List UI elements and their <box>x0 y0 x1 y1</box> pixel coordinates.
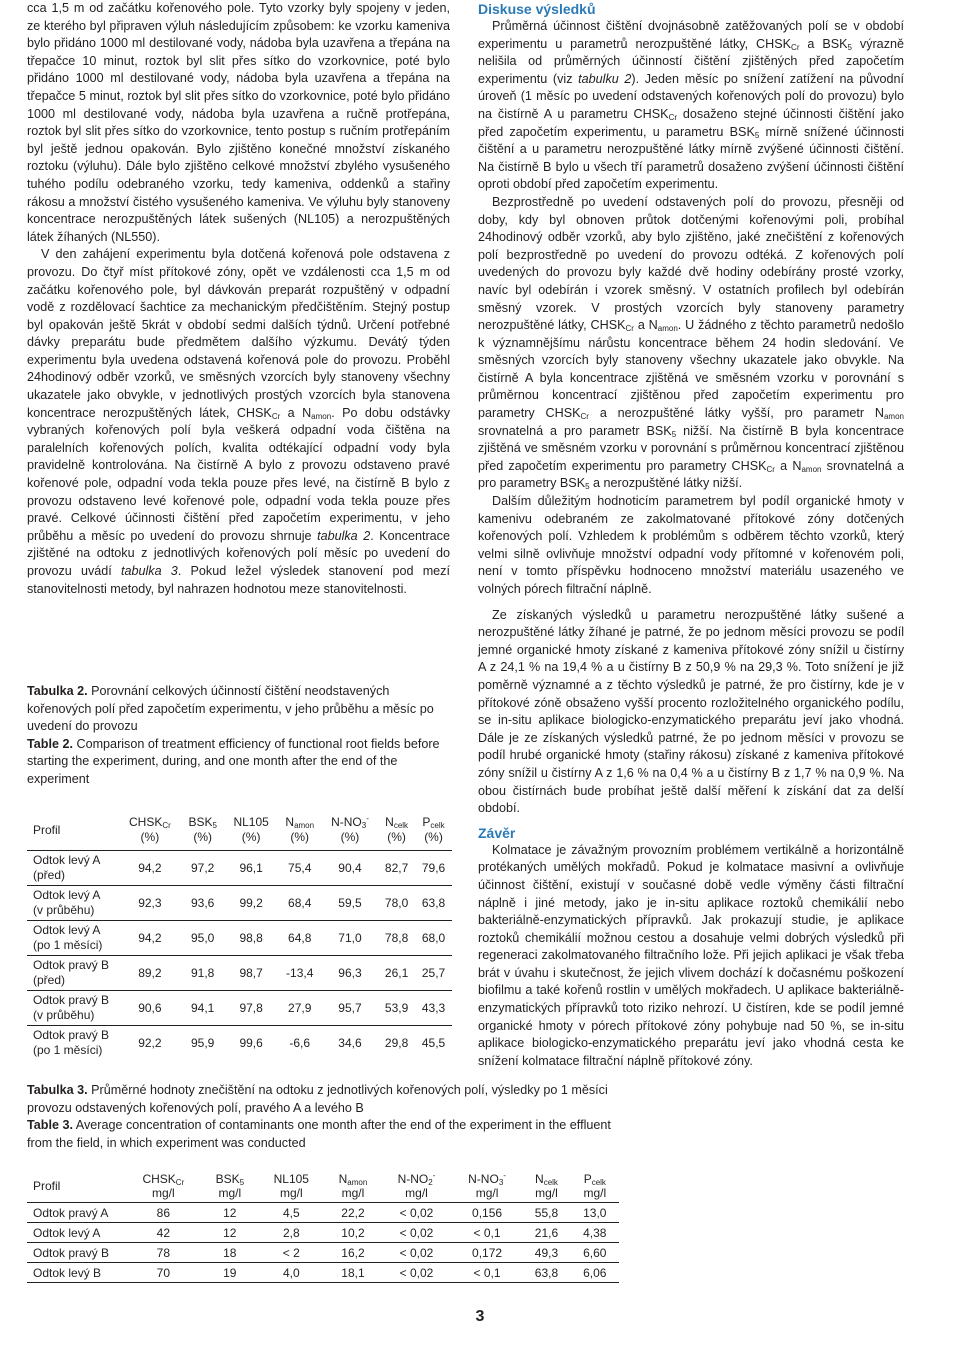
table2-caption-en <box>27 736 452 789</box>
table3-header-row <box>27 1170 619 1203</box>
table3-header-cell <box>125 1170 202 1203</box>
table-cell: 75,4 <box>278 851 322 886</box>
table2 <box>27 810 452 1060</box>
header-unit: mg/l <box>405 1186 428 1200</box>
caption-text: Average concentration of contaminants one month after the end of the experiment in the effluent from the field, in which experiment was conducted <box>27 1118 611 1150</box>
row-profile: Odtok pravý B <box>27 1243 125 1263</box>
header-unit: mg/l <box>279 1186 303 1200</box>
table-ref: tabulku 2 <box>578 71 632 86</box>
header-unit: (%) <box>241 830 261 844</box>
left-column <box>27 0 450 598</box>
table-cell: 90,6 <box>119 991 181 1026</box>
text-run: . U žádného z těchto parametrů nedošlo k významnějšímu nárůstu koncentrace během 24 hodin sledování. Ve směsných vzorcích byly stanoveny všechny ukazatele jako obvykle. Na čistírně A byla koncentrace zjištěná ve směsném vzorku v porovnání s průměrnou koncentrací zjištěnou před započetím experimentu pro parametry CHSK <box>478 318 904 421</box>
subscript: celk <box>430 821 445 830</box>
table2-header-cell <box>181 810 225 851</box>
subscript: celk <box>543 1178 558 1187</box>
row-profile <box>27 921 119 956</box>
subscript: Cr <box>668 112 678 122</box>
heading-discussion: Diskuse výsledků <box>478 1 596 17</box>
header-label: Profil <box>33 822 61 837</box>
table-cell: 78,0 <box>378 886 415 921</box>
row-profile <box>27 956 119 991</box>
text-run: a nerozpuštěné látky vyšší, pro parametr N <box>588 406 884 421</box>
subscript: Cr <box>625 324 634 334</box>
header-unit: mg/l <box>218 1186 242 1200</box>
table-cell: 6,60 <box>571 1243 619 1263</box>
table-cell: 64,8 <box>278 921 322 956</box>
caption-label: Tabulka 3. <box>27 1083 88 1097</box>
caption-text: Comparison of treatment efficiency of functional root fields before starting the experiment, during, and one month after the end of the experiment <box>27 736 440 786</box>
row-profile <box>27 886 119 921</box>
text-run: Průměrná účinnost čištění dvojnásobně zatěžovaných polí se v období experimentu u parametrů nerozpuštěné látky, CHSK <box>478 19 904 51</box>
table3-caption <box>27 1082 617 1152</box>
table-cell: 68,4 <box>278 886 322 921</box>
subscript: 5 <box>239 1178 245 1187</box>
profile-name: Odtok pravý B <box>33 993 110 1007</box>
table-cell: 82,7 <box>378 851 415 886</box>
table-cell: 0,172 <box>452 1243 523 1263</box>
header-unit: mg/l <box>475 1186 499 1200</box>
table-cell: 71,0 <box>322 921 378 956</box>
table3-header-cell <box>381 1170 452 1203</box>
subscript: 5 <box>847 42 852 52</box>
table-cell: 21,6 <box>522 1223 570 1243</box>
paragraph-sampling: cca 1,5 m od začátku kořenového pole. Tyto vzorky byly spojeny v jeden, ze kterého byl připraven výluh následujícím způsobem: ke vzorku kameniva bylo přidáno 1000 ml destilované vody, nádoba byla uzavřena a třepána na třepačce 10 minut, roztok byl slit přes sítko do vzorkovnice, poté bylo přidáno 1000 ml destilované vody, nádoba byla uzavřena a třepána na třepačce 5 minut, roztok byl slit přes sítko do vzorkovnice, poté bylo přidáno 1000 ml destilované vody, nádoba byla uzavřena a ručně protřepána, roztok byl slit přes sítko do vzorkovnice, tento postup s ručním protřepáním byl ještě jednou opakován. Bylo zjištěno konečné množství získaného roztoku (výluhu). Dále bylo zjištěno celkové množství zbylého vysušeného tuhého podílu odebraného vzorku, tedy kameniva, oddenků a stařiny rákosu a množství čistého vysušeného kameniva. Ve výluhu byly stanoveny koncentrace nerozpuštěných látek sušených (NL105) a nerozpuštěných látek žíhaných (NL550). <box>27 1 450 244</box>
paragraph-results: Ze získaných výsledků u parametru nerozpuštěné látky sušené a nerozpuštěné látky žíhané je patrné, že po jednom měsíci provozu se podíl jemné organické hmoty získané z kameniva přítokové zóny snížil u čistírny A z 24,1 % na 19,4 % a u čistírny B z 50,9 % na 29,3 %. Toto snížení je již poměrně významné a z těchto výsledků je patrné, že pro čistírny, kde je v přítokové zóně obsaženo vyšší procento rozložitelného organického podílu, se in-situ aplikace biologicko-enzymatického preparátu jeví jako vhodná. Dále je ze získaných výsledků patrné, že po jednom měsíci v provozu se podíl hrubé organické hmoty (stařiny rákosu) získané z kameniva přítokové zóny snížil u čistírny A z 1,6 % na 0,4 % a u čistírny B z 1,7 % na 0,9 %. Na obou čistírnách bude probíhat ještě další měření k získání dat za delší období. <box>478 607 904 816</box>
subscript: amon <box>294 821 315 830</box>
text-run: srovnatelná a pro parametr BSK <box>478 423 672 438</box>
header-label: BSK <box>215 1172 240 1186</box>
profile-period: (před) <box>33 868 66 882</box>
text-run: nižší. Na čistírně B byla koncentrace zjištěná ve směsném vzorku v porovnání s průměrnou koncentrací zjištěnou před započetím experimentu pro parametry CHSK <box>478 423 904 473</box>
paragraph-organic-matter: Dalším důležitým hodnoticím parametrem byl podíl organické hmoty v kamenivu odebraném ze zakolmatované přítokové zóny dotčených kořenových polí. Vzhledem k problémům s odběrem těchto vzorků, který velmi silně ovlivňuje množství odpadní vody přítomné v kořenovém poli, není v tomto příspěvku hodnoceno množství materiálu usazeného ve volných pórech filtrační náplně. <box>478 494 904 596</box>
text-run: a BSK <box>799 36 848 51</box>
table-cell: 94,2 <box>119 921 181 956</box>
table-cell: -6,6 <box>289 1035 311 1050</box>
table-cell: < 0,02 <box>381 1243 452 1263</box>
profile-name: Odtok pravý B <box>33 1028 110 1042</box>
profile-period: (po 1 měsíci) <box>33 1043 103 1057</box>
table-cell: 97,8 <box>225 991 278 1026</box>
profile-period: (v průběhu) <box>33 1008 95 1022</box>
paragraph-conclusion: Kolmatace je závažným provozním problémem vertikálně a horizontálně protékaných umělých mokřadů. Pokud je kolmatace masivní a ovlivňuje účinnost čištění, existují v současné době vedle výměny části filtrační náplně i jiné metody, jako je in-situ aplikace roztoků chemikálií nebo bakteriálně-enzymatických přípravků. Jak prokazují studie, je aplikace roztoků chemikálií možnou cestou a dosahuje velmi dobrých výsledků při regeneraci zakolmatovaného filtračního lože. Při jejich aplikaci je však třeba brát v úvahu i skutečnost, že jejich vlivem dochází k dočasnému poškození biofilmu a také kořenů rostlin v umělých mokřadech. U aplikace bakteriálně-enzymatických přípravků toto riziko nehrozí. U čistíren, kde se podíl jemné organické hmoty v pórech přítokové zóny pohybuje nad 50 %, se in-situ aplikace biologicko-enzymatického preparátu jeví jako vhodná cesta ke snížení kolmatace filtrační náplně přítokové zóny. <box>478 842 904 1068</box>
table-cell: 70 <box>125 1263 202 1283</box>
header-unit: (%) <box>193 830 213 844</box>
table-cell: 27,9 <box>278 991 322 1026</box>
table-cell: 90,4 <box>322 851 378 886</box>
table-cell: 99,2 <box>225 886 278 921</box>
header-label: BSK <box>188 815 213 829</box>
table2-header-cell <box>378 810 415 851</box>
page-number: 3 <box>475 1308 485 1325</box>
table-cell: 79,6 <box>415 851 452 886</box>
table-cell: 43,3 <box>415 991 452 1026</box>
row-profile <box>27 991 119 1026</box>
text-run: . Po dobu odstávky vybraných kořenových polí byla veškerá odpadní voda čištěna na paralelních kořenových polích, kvalita odtékající odpadní vody byla pravidelně kontrolována. Na čistírně A bylo z provozu odstaveno pravé kořenové pole, odpadní voda tekla pouze přes levé, na čistírně B bylo z provozu odstaveno levé kořenové pole, odpadní voda tekla pouze přes pravé. Celkové účinnosti čištění před započetím experimentu, v jeho průběhu a měsíc po uvedení do provozu shrnuje <box>27 405 450 543</box>
subscript: amon <box>311 411 332 421</box>
header-label: CHSK <box>128 815 163 829</box>
table-cell: 22,2 <box>325 1203 382 1223</box>
text-run: a nerozpuštěné látky nižší. <box>589 476 743 491</box>
row-profile <box>27 851 119 886</box>
table-cell: 92,3 <box>119 886 181 921</box>
profile-period: (v průběhu) <box>33 903 95 917</box>
table-cell: 78,8 <box>378 921 415 956</box>
table2-header-row <box>27 810 452 851</box>
table3-header-cell <box>202 1170 258 1203</box>
table-row <box>27 886 452 921</box>
table2-header-cell <box>415 810 452 851</box>
profile-period: (před) <box>33 973 66 987</box>
table3-header-cell <box>258 1170 325 1203</box>
header-unit: mg/l <box>583 1186 607 1200</box>
table2-caption-cz <box>27 683 452 736</box>
table-cell: 95,0 <box>181 921 225 956</box>
header-label: N <box>338 1172 348 1186</box>
subscript: amon <box>801 464 822 474</box>
table-cell: 96,3 <box>322 956 378 991</box>
subscript: Cr <box>580 412 589 422</box>
table-cell: 89,2 <box>119 956 181 991</box>
superscript: - <box>432 1171 436 1180</box>
caption-text: Průměrné hodnoty znečištění na odtoku z jednotlivých kořenových polí, výsledky po 1 měsíci provozu odstavených kořenových polí, pravého A a levého B <box>27 1083 608 1115</box>
subscript: 5 <box>671 429 677 439</box>
text-run: mírně snížené účinnosti čištění a u parametru nerozpuštěné látky mírně zvýšené účinnosti čištění. Na čistírně B bylo u všech tří parametrů dosaženo zvýšení účinnosti čištění oproti období před započetím experimentu. <box>478 124 905 192</box>
table-cell: 45,5 <box>421 1035 446 1050</box>
table-cell: 49,3 <box>522 1243 570 1263</box>
header-label: P <box>422 815 431 829</box>
header-unit: mg/l <box>152 1186 175 1200</box>
subscript: Cr <box>162 821 171 830</box>
heading-conclusion: Závěr <box>478 824 516 841</box>
header-unit: (%) <box>340 830 360 844</box>
text-run: a N <box>280 405 312 420</box>
text-run: . Koncentrace zjištěné na odtoku z jednotlivých kořenových polí měsíc po uvedení do provozu uvádí <box>27 528 450 578</box>
header-unit: (%) <box>290 830 310 844</box>
table-row <box>27 921 452 956</box>
table3-header-cell <box>571 1170 619 1203</box>
subscript: Cr <box>791 42 800 52</box>
table-cell: 94,1 <box>181 991 225 1026</box>
table-cell: 34,6 <box>338 1035 362 1050</box>
table2-header-cell <box>27 810 119 851</box>
row-profile <box>27 1026 119 1061</box>
table-cell: < 2 <box>258 1243 325 1263</box>
table-cell: < 0,02 <box>381 1263 452 1283</box>
paragraph-efficiency <box>478 18 904 194</box>
header-unit: (%) <box>387 830 406 844</box>
subscript: 3 <box>361 821 367 830</box>
table-row <box>27 1026 452 1061</box>
right-column <box>478 0 904 1070</box>
header-label: CHSK <box>142 1172 176 1186</box>
profile-name: Odtok pravý B <box>33 958 110 972</box>
row-profile: Odtok levý A <box>27 1223 125 1243</box>
header-label: NL105 <box>273 1172 309 1186</box>
superscript: - <box>366 814 369 823</box>
row-profile: Odtok pravý A <box>27 1203 125 1223</box>
text-run: a N <box>633 318 658 333</box>
table-cell: 94,2 <box>119 851 181 886</box>
subscript: 5 <box>585 482 590 492</box>
header-label: Profil <box>33 1179 61 1193</box>
table3-header-cell <box>27 1170 125 1203</box>
table-cell: 16,2 <box>325 1243 382 1263</box>
header-unit: mg/l <box>535 1186 558 1200</box>
subscript: amon <box>657 324 678 334</box>
text-run: . Pokud ležel výsledek stanovení pod mezí stanovitelnosti metody, byl nahrazen hodnotou meze stanovitelnosti. <box>27 564 450 596</box>
header-label: N-NO <box>468 1172 499 1186</box>
table3-caption-cz <box>27 1082 617 1117</box>
table-cell: 53,9 <box>378 991 415 1026</box>
table3-header-cell <box>325 1170 382 1203</box>
text-run: a N <box>774 458 802 473</box>
table-cell: 12 <box>202 1203 258 1223</box>
header-label: N-NO <box>397 1172 429 1186</box>
table2-caption <box>27 683 452 789</box>
table-cell: 95,7 <box>322 991 378 1026</box>
table-cell: 29,8 <box>384 1035 409 1050</box>
table2-header-cell <box>322 810 378 851</box>
table3 <box>27 1170 619 1283</box>
table-cell: 42 <box>125 1223 202 1243</box>
table-cell: 98,7 <box>225 956 278 991</box>
table-cell: 63,8 <box>522 1263 570 1283</box>
subscript: Cr <box>766 464 775 474</box>
table-cell: 92,2 <box>138 1035 162 1050</box>
subscript: 5 <box>754 130 760 140</box>
header-unit: mg/l <box>341 1186 365 1200</box>
profile-period: (po 1 měsíci) <box>33 938 103 952</box>
table-cell: 4,5 <box>258 1203 325 1223</box>
superscript: - <box>503 1171 506 1180</box>
table-cell: 99,6 <box>239 1035 263 1050</box>
table2-header-cell <box>119 810 181 851</box>
header-label: N <box>285 815 295 829</box>
table-cell: < 0,1 <box>452 1223 523 1243</box>
table-cell: 93,6 <box>181 886 225 921</box>
subscript: 2 <box>428 1178 433 1187</box>
header-label: N <box>385 815 394 829</box>
subscript: amon <box>347 1178 368 1187</box>
table-row <box>27 956 452 991</box>
table-cell: 18,1 <box>325 1263 382 1283</box>
header-unit: (%) <box>424 830 443 844</box>
table-cell: 4,0 <box>258 1263 325 1283</box>
subscript: Cr <box>175 1178 185 1187</box>
text-run: Bezprostředně po uvedení odstavených polí do provozu, přesněji od doby, kdy byl obnoven průtok dotčenými kořenovými poli, probíhal 24hodinový odběr vzorků, aby bylo zjištěno, jaké znečištění z kořenových polí bezprostředně po uvedení do provozu odtéká. Z kořenových polí uvedených do provozu byly každé dvě hodiny odebírány prosté vzorky, navíc byl odebírán i vzorek směsný. V ostatních profilech byl odebírán směsný vzorek. V prostých vzorcích byly stanoveny parametry nerozpuštěné látky, CHSK <box>478 194 904 333</box>
table-row <box>27 1263 619 1283</box>
table-cell: 55,8 <box>522 1203 570 1223</box>
profile-name: Odtok levý A <box>33 853 101 867</box>
table-cell: 2,8 <box>258 1223 325 1243</box>
table-cell: 13,0 <box>571 1203 619 1223</box>
text-run: výrazně nelišila od průměrných účinností čištění zjištěných před započetím experimentu (viz <box>478 36 904 86</box>
row-profile: Odtok levý B <box>27 1263 125 1283</box>
table-row <box>27 991 452 1026</box>
table-cell: 68,0 <box>415 921 452 956</box>
caption-label: Tabulka 2. <box>27 684 88 698</box>
profile-name: Odtok levý A <box>33 888 101 902</box>
table-cell: 12 <box>202 1223 258 1243</box>
table-cell: 78 <box>125 1243 202 1263</box>
table-cell: 19 <box>202 1263 258 1283</box>
table-cell: 4,38 <box>571 1223 619 1243</box>
table-cell: 63,8 <box>415 886 452 921</box>
table-cell: 98,8 <box>225 921 278 956</box>
table-row <box>27 1223 619 1243</box>
caption-text: Porovnání celkových účinností čištění neodstavených kořenových polí před započetím experimentu, v jeho průběhu a měsíc po uvedení do provozu <box>27 684 434 734</box>
table3-caption-en <box>27 1117 617 1152</box>
table-cell: 91,8 <box>181 956 225 991</box>
caption-label: Table 3. <box>27 1118 73 1133</box>
subscript: 3 <box>498 1178 504 1187</box>
subscript: celk <box>393 821 409 830</box>
paragraph-sampling-after <box>478 194 904 493</box>
subscript: celk <box>591 1178 606 1187</box>
table-cell: 18 <box>202 1243 258 1263</box>
table-cell: 26,1 <box>378 956 415 991</box>
table-row <box>27 1243 619 1263</box>
header-label: NL105 <box>233 815 269 829</box>
subscript: 5 <box>212 821 217 830</box>
table-cell: < 0,02 <box>381 1203 452 1223</box>
table2-header-cell <box>278 810 322 851</box>
header-unit: (%) <box>140 830 160 844</box>
table-cell: 97,2 <box>181 851 225 886</box>
table-ref: tabulka 3 <box>121 564 178 578</box>
header-label: N-NO <box>331 815 362 829</box>
table2-header-cell <box>225 810 278 851</box>
table-cell: 25,7 <box>415 956 452 991</box>
table-cell: -13,4 <box>278 956 322 991</box>
table-cell: 96,1 <box>225 851 278 886</box>
table3-header-cell <box>522 1170 570 1203</box>
table-cell: < 0,02 <box>381 1223 452 1243</box>
caption-label: Table 2. <box>27 736 73 751</box>
table-row <box>27 1203 619 1223</box>
subscript: Cr <box>271 411 281 421</box>
text-run: ). Jeden měsíc po snížení zatížení na původní úroveň (1 měsíc po uvedení odstavených kořenových polí do provozu) bylo na čistírně A u parametru CHSK <box>478 71 904 121</box>
table-cell: 86 <box>125 1203 202 1223</box>
header-label: N <box>535 1172 544 1186</box>
profile-name: Odtok levý A <box>33 923 101 937</box>
table-cell: 10,2 <box>325 1223 382 1243</box>
table-row <box>27 851 452 886</box>
text-run: srovnatelná a pro parametry BSK <box>478 458 904 491</box>
table-cell: 6,06 <box>571 1263 619 1283</box>
table-cell: 0,156 <box>452 1203 523 1223</box>
subscript: amon <box>883 412 904 422</box>
paragraph-experiment <box>27 246 450 598</box>
table-ref: tabulka 2 <box>317 528 371 543</box>
table3-header-cell <box>452 1170 523 1203</box>
header-label: P <box>583 1172 592 1186</box>
table-cell: < 0,1 <box>452 1263 523 1283</box>
text-run: V den zahájení experimentu byla dotčená kořenová pole odstavena z provozu. Do čtyř míst přítokové zóny, opět ve vzdálenosti cca 1,5 m od začátku kořenového pole, byl dávkován preparát rozpuštěný v odpadní vodě z rozdělovací šachtice za mechanickým předčištěním. Stejný postup byl opakován ještě 5krát v období sedmi dalších týdnů. Určení potřebné dávky preparátu bude předmětem dalšího výzkumu. Devátý týden experimentu byla uvedena odstavená kořenová pole do provozu. Proběhl 24hodinový odběr vzorků, ve směsných vzorcích byly stanoveny všechny ukazatele jako obvykle, v jednotlivých prostých vzorcích byla stanovena koncentrace nerozpuštěných látek, CHSK <box>27 247 450 420</box>
text-run: dosaženo stejné účinnosti čištění jako před započetím experimentu, u parametru BSK <box>478 106 904 139</box>
table-cell: 95,9 <box>191 1035 215 1050</box>
table-cell: 59,5 <box>322 886 378 921</box>
